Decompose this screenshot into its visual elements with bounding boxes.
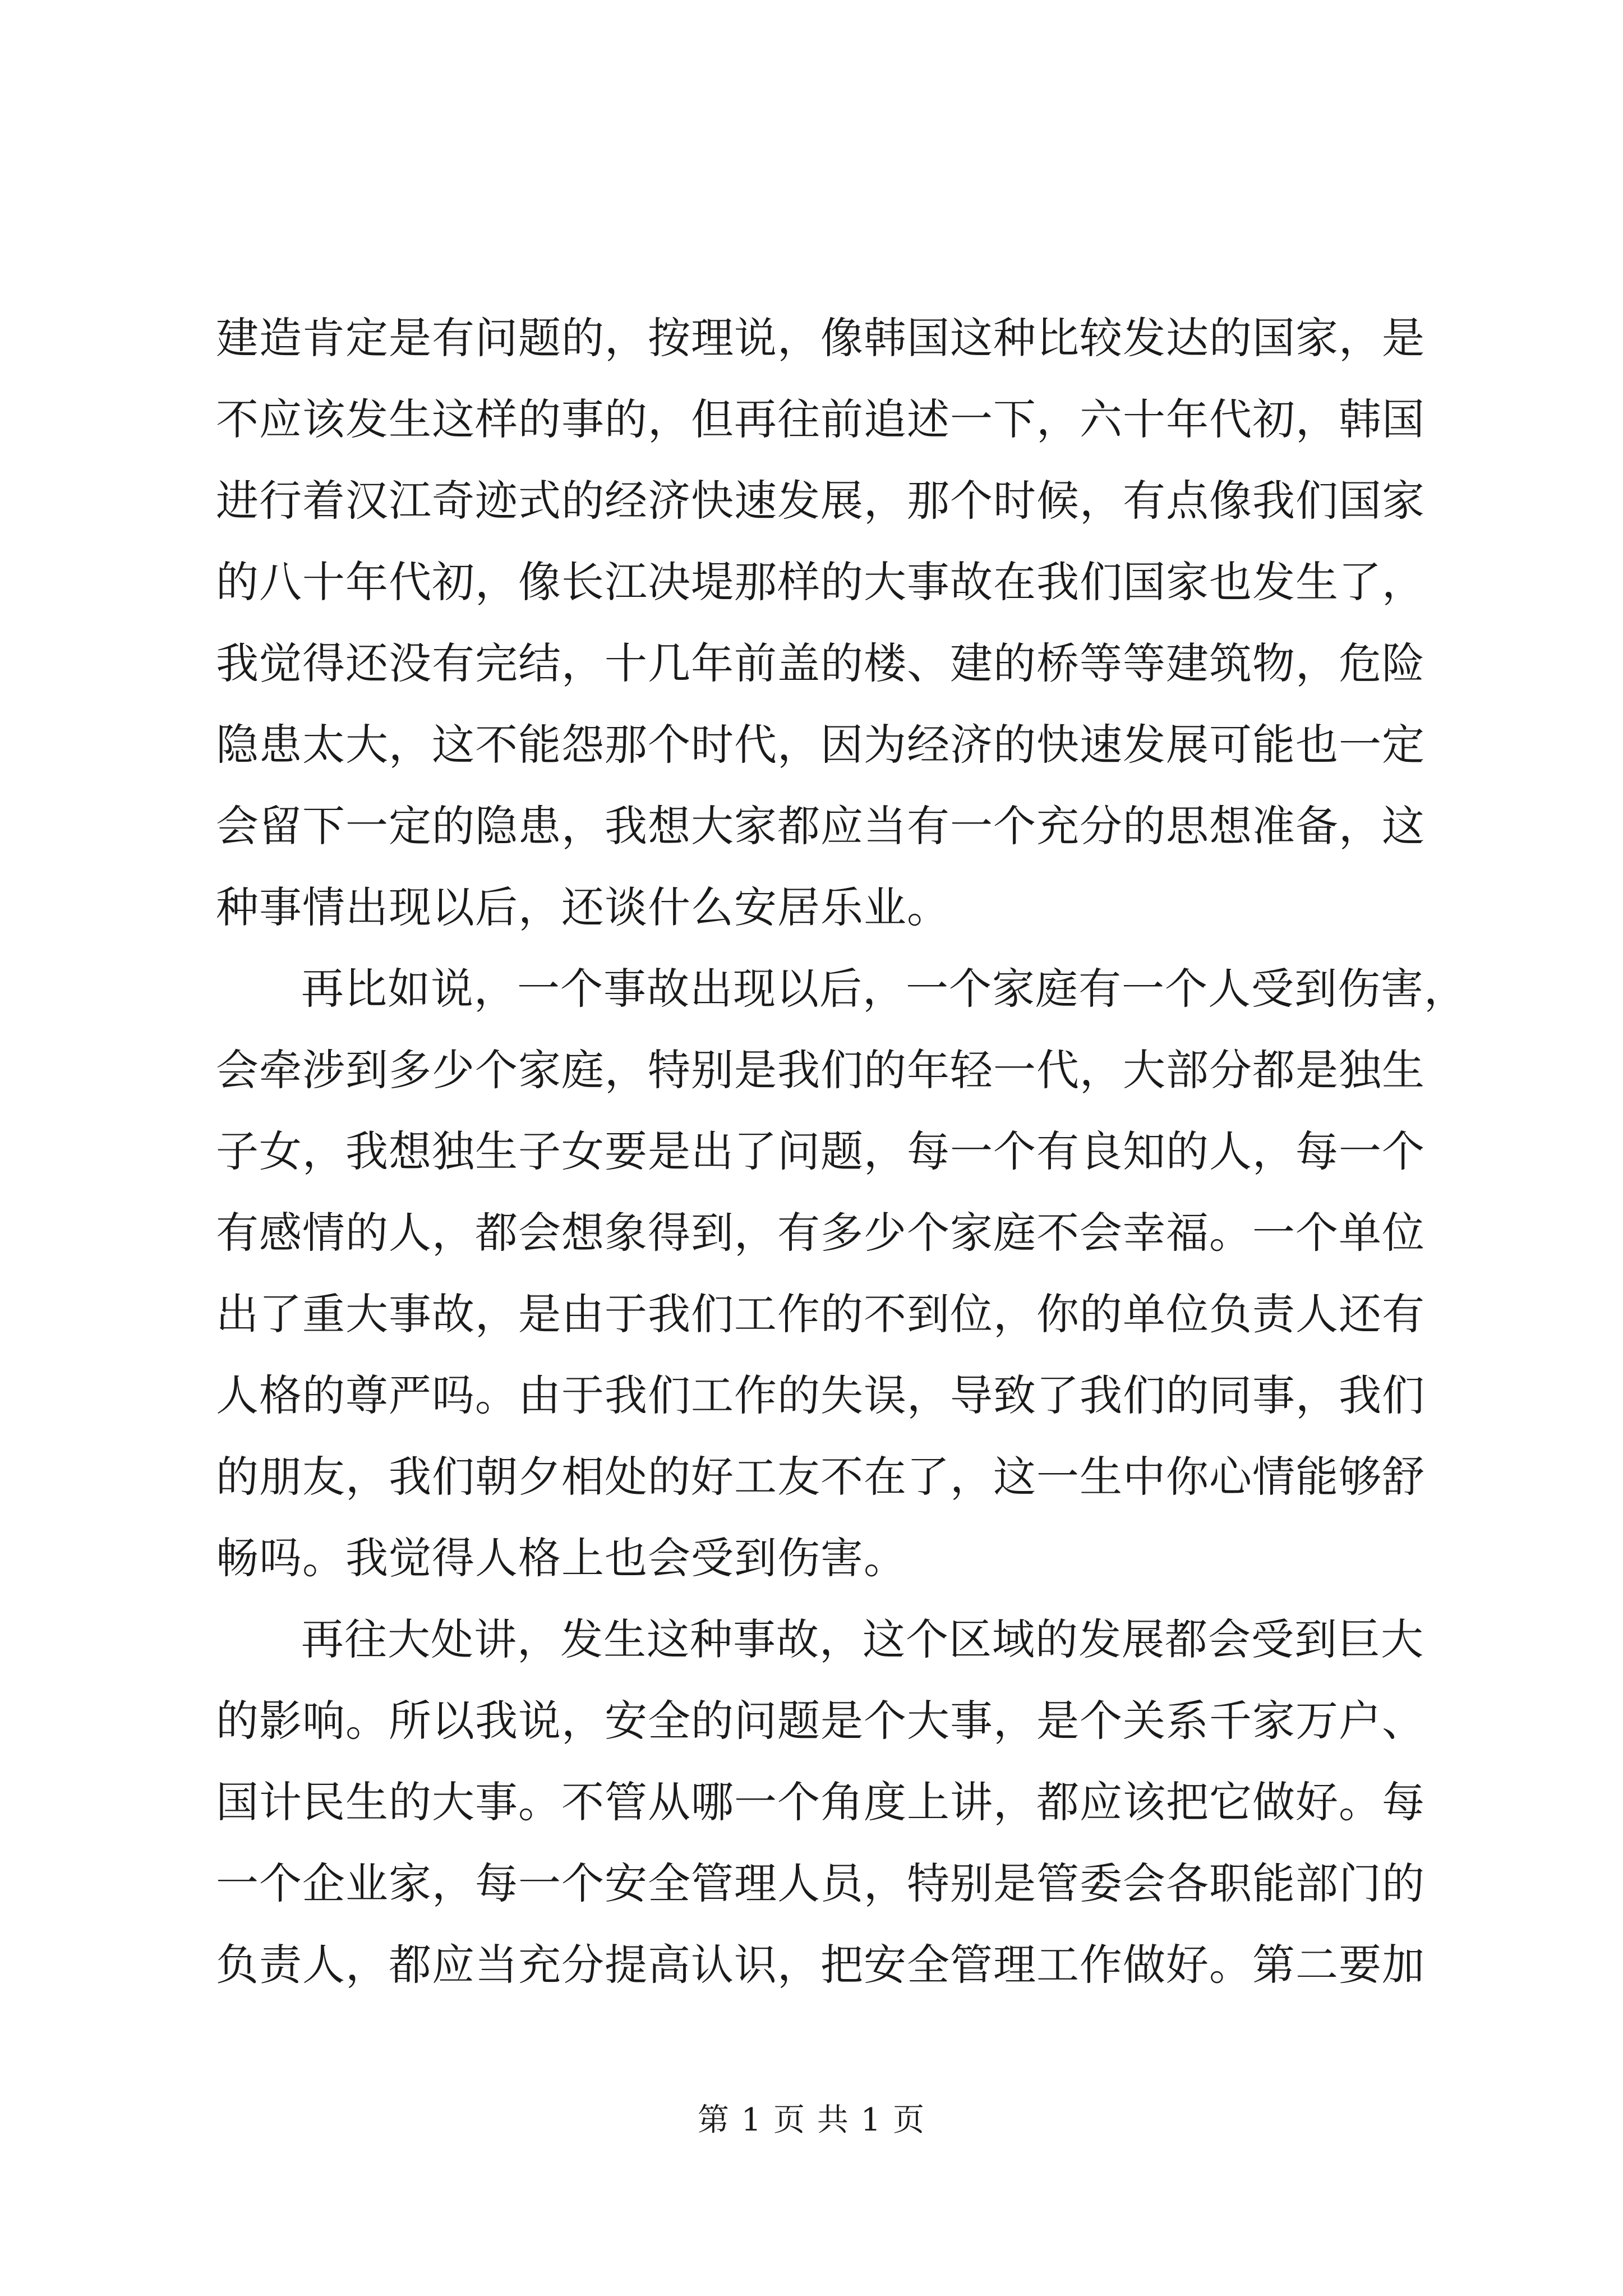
text-line: 的八十年代初，像长江决堤那样的大事故在我们国家也发生了， (216, 557, 1425, 607)
text-line: 的影响。所以我说，安全的问题是个大事，是个关系千家万户、 (216, 1696, 1425, 1746)
text-line: 建造肯定是有问题的，按理说，像韩国这种比较发达的国家，是 (216, 313, 1425, 363)
text-line: 再比如说，一个事故出现以后，一个家庭有一个人受到伤害， (301, 964, 1467, 1014)
text-line: 有感情的人，都会想象得到，有多少个家庭不会幸福。一个单位 (216, 1208, 1425, 1258)
text-line: 再往大处讲，发生这种事故，这个区域的发展都会受到巨大 (301, 1614, 1424, 1664)
text-line: 我觉得还没有完结，十几年前盖的楼、建的桥等等建筑物，危险 (216, 638, 1425, 688)
paragraph-2 (216, 948, 1467, 1599)
text-line: 会留下一定的隐患，我想大家都应当有一个充分的思想准备，这 (216, 801, 1425, 851)
paragraph-3 (216, 1599, 1427, 2005)
text-line: 会牵涉到多少个家庭，特别是我们的年轻一代，大部分都是独生 (216, 1045, 1425, 1095)
paragraph-1 (216, 297, 1427, 948)
text-line: 一个企业家，每一个安全管理人员，特别是管委会各职能部门的 (216, 1858, 1425, 1908)
text-line: 人格的尊严吗。由于我们工作的失误，导致了我们的同事，我们 (216, 1370, 1425, 1420)
text-line: 畅吗。我觉得人格上也会受到伤害。 (216, 1533, 907, 1583)
text-line: 的朋友，我们朝夕相处的好工友不在了，这一生中你心情能够舒 (216, 1452, 1425, 1502)
body-text (216, 297, 1467, 2005)
text-line: 出了重大事故，是由于我们工作的不到位，你的单位负责人还有 (216, 1289, 1425, 1339)
text-line: 隐患太大，这不能怨那个时代，因为经济的快速发展可能也一定 (216, 720, 1425, 770)
text-line: 负责人，都应当充分提高认识，把安全管理工作做好。第二要加 (216, 1940, 1425, 1990)
text-line: 子女，我想独生子女要是出了问题，每一个有良知的人，每一个 (216, 1126, 1425, 1176)
page-footer (0, 2098, 1623, 2143)
page-number-label: 第 1 页 共 1 页 (697, 2102, 926, 2138)
text-line: 进行着汉江奇迹式的经济快速发展，那个时候，有点像我们国家 (216, 476, 1425, 526)
text-line: 种事情出现以后，还谈什么安居乐业。 (216, 882, 950, 932)
text-line: 不应该发生这样的事的，但再往前追述一下，六十年代初，韩国 (216, 394, 1425, 444)
text-line: 国计民生的大事。不管从哪一个角度上讲，都应该把它做好。每 (216, 1777, 1425, 1827)
